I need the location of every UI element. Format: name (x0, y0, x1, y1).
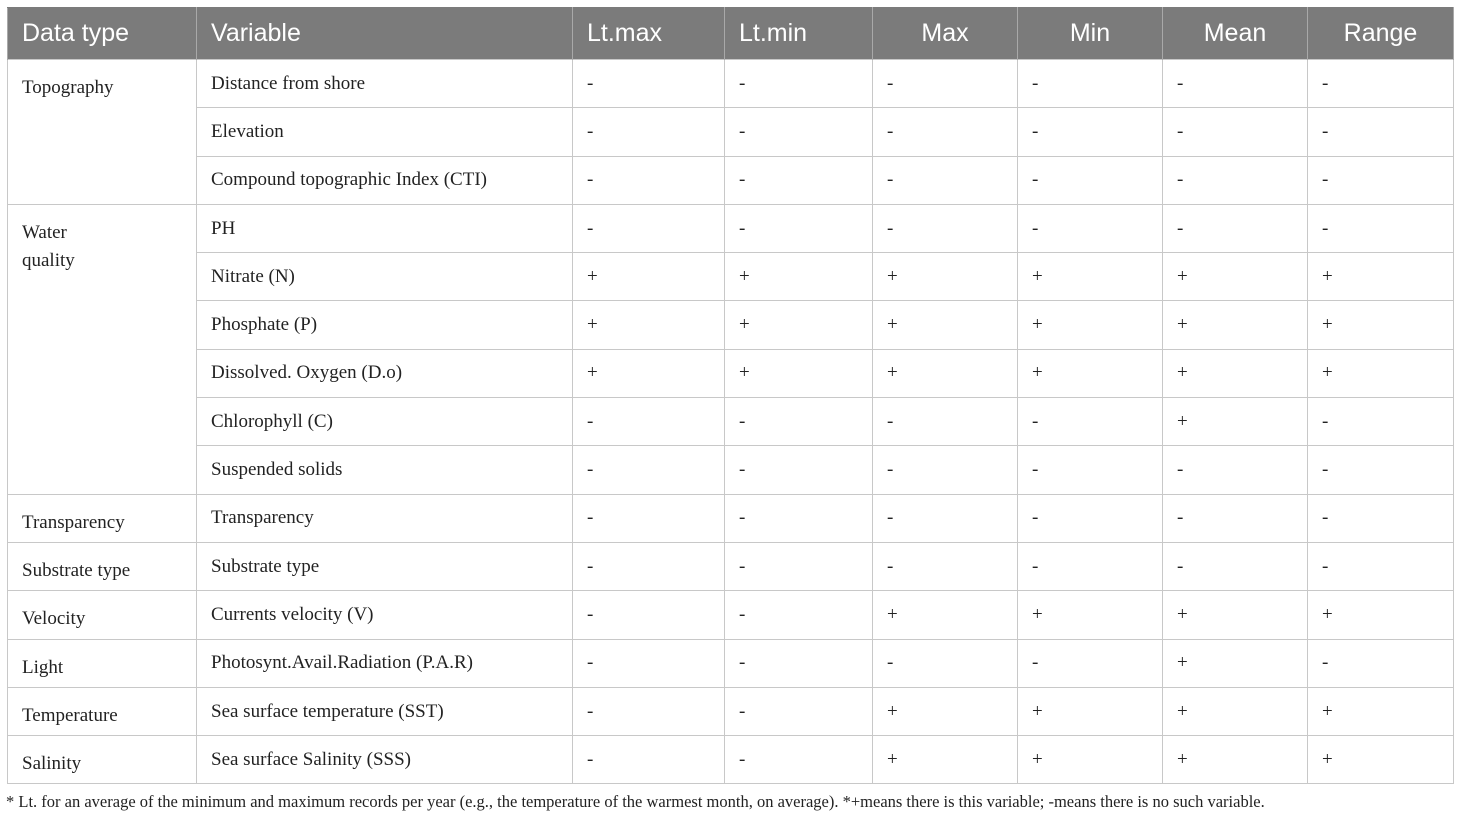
cell-mean: - (1163, 156, 1308, 204)
cell-mean: + (1163, 591, 1308, 639)
cell-range: + (1308, 736, 1454, 784)
cell-range: - (1308, 398, 1454, 446)
cell-variable: Distance from shore (197, 60, 573, 108)
cell-max: + (873, 349, 1018, 397)
cell-variable: Sea surface temperature (SST) (197, 687, 573, 735)
cell-mean: - (1163, 204, 1308, 252)
cell-variable: Compound topographic Index (CTI) (197, 156, 573, 204)
cell-min: + (1018, 687, 1163, 735)
table-row (8, 687, 1454, 735)
cell-range: - (1308, 156, 1454, 204)
cell-range: - (1308, 494, 1454, 542)
cell-max: - (873, 204, 1018, 252)
cell-mean: + (1163, 398, 1308, 446)
table-row (8, 204, 1454, 252)
header-mean: Mean (1163, 8, 1308, 60)
table-footnote: * Lt. for an average of the minimum and maximum records per year (e.g., the temperature of the warmest month, on average). *+means there is this variable; -means there is no such variable. (6, 792, 1265, 811)
header-variable: Variable (197, 8, 573, 60)
cell-range: - (1308, 542, 1454, 590)
cell-lt-max: + (573, 253, 725, 301)
cell-max: - (873, 156, 1018, 204)
cell-max: - (873, 446, 1018, 494)
cell-max: - (873, 542, 1018, 590)
cell-min: + (1018, 591, 1163, 639)
cell-mean: + (1163, 349, 1308, 397)
cell-range: - (1308, 446, 1454, 494)
cell-lt-min: - (725, 446, 873, 494)
table-row (8, 156, 1454, 204)
cell-lt-min: - (725, 736, 873, 784)
cell-variable: Dissolved. Oxygen (D.o) (197, 349, 573, 397)
cell-mean: - (1163, 494, 1308, 542)
cell-min: - (1018, 156, 1163, 204)
cell-data-type: Temperature (8, 687, 197, 735)
cell-lt-min: - (725, 687, 873, 735)
table-row (8, 494, 1454, 542)
cell-lt-min: - (725, 494, 873, 542)
cell-variable: Transparency (197, 494, 573, 542)
cell-lt-min: - (725, 591, 873, 639)
cell-mean: - (1163, 446, 1308, 494)
cell-max: - (873, 398, 1018, 446)
cell-variable: PH (197, 204, 573, 252)
cell-variable: Phosphate (P) (197, 301, 573, 349)
cell-min: - (1018, 60, 1163, 108)
header-max: Max (873, 8, 1018, 60)
cell-lt-max: - (573, 446, 725, 494)
table-row (8, 591, 1454, 639)
header-row (8, 8, 1454, 60)
cell-min: - (1018, 542, 1163, 590)
header-data-type: Data type (8, 8, 197, 60)
data-table-container (7, 7, 1453, 784)
cell-min: + (1018, 301, 1163, 349)
cell-lt-max: - (573, 736, 725, 784)
header-lt-min: Lt.min (725, 8, 873, 60)
cell-variable: Suspended solids (197, 446, 573, 494)
table-row (8, 542, 1454, 590)
table-row (8, 108, 1454, 156)
table-body (8, 60, 1454, 784)
cell-data-type: Velocity (8, 591, 197, 639)
cell-range: + (1308, 349, 1454, 397)
cell-max: - (873, 639, 1018, 687)
cell-lt-max: + (573, 301, 725, 349)
cell-lt-min: + (725, 349, 873, 397)
cell-data-type: Topography (8, 60, 197, 205)
table-row (8, 253, 1454, 301)
cell-lt-max: - (573, 591, 725, 639)
cell-max: - (873, 60, 1018, 108)
cell-max: + (873, 687, 1018, 735)
cell-variable: Currents velocity (V) (197, 591, 573, 639)
cell-range: + (1308, 301, 1454, 349)
table-row (8, 349, 1454, 397)
cell-lt-min: - (725, 639, 873, 687)
table-row (8, 736, 1454, 784)
cell-mean: - (1163, 60, 1308, 108)
cell-min: - (1018, 108, 1163, 156)
cell-lt-max: - (573, 60, 725, 108)
cell-range: - (1308, 108, 1454, 156)
cell-max: + (873, 591, 1018, 639)
cell-max: - (873, 494, 1018, 542)
cell-min: - (1018, 204, 1163, 252)
cell-range: + (1308, 687, 1454, 735)
cell-data-type: Light (8, 639, 197, 687)
cell-max: + (873, 253, 1018, 301)
cell-lt-max: - (573, 108, 725, 156)
cell-mean: + (1163, 736, 1308, 784)
table-row (8, 398, 1454, 446)
table-row (8, 301, 1454, 349)
cell-min: - (1018, 398, 1163, 446)
cell-lt-min: - (725, 60, 873, 108)
cell-lt-max: - (573, 639, 725, 687)
cell-mean: - (1163, 108, 1308, 156)
table-header (8, 8, 1454, 60)
cell-lt-max: - (573, 204, 725, 252)
cell-lt-max: - (573, 542, 725, 590)
cell-min: + (1018, 349, 1163, 397)
cell-lt-min: + (725, 253, 873, 301)
cell-data-type: Water quality (8, 204, 197, 494)
cell-mean: + (1163, 687, 1308, 735)
cell-range: - (1308, 60, 1454, 108)
cell-range: + (1308, 253, 1454, 301)
cell-variable: Nitrate (N) (197, 253, 573, 301)
cell-mean: - (1163, 542, 1308, 590)
cell-lt-min: - (725, 398, 873, 446)
cell-lt-max: + (573, 349, 725, 397)
cell-lt-max: - (573, 687, 725, 735)
header-min: Min (1018, 8, 1163, 60)
cell-variable: Sea surface Salinity (SSS) (197, 736, 573, 784)
cell-max: + (873, 736, 1018, 784)
cell-lt-min: - (725, 542, 873, 590)
header-range: Range (1308, 8, 1454, 60)
cell-variable: Chlorophyll (C) (197, 398, 573, 446)
cell-lt-min: - (725, 108, 873, 156)
cell-range: + (1308, 591, 1454, 639)
table-row (8, 639, 1454, 687)
cell-lt-min: + (725, 301, 873, 349)
table-row (8, 60, 1454, 108)
cell-lt-min: - (725, 204, 873, 252)
cell-variable: Photosynt.Avail.Radiation (P.A.R) (197, 639, 573, 687)
cell-data-type: Substrate type (8, 542, 197, 590)
cell-lt-max: - (573, 398, 725, 446)
cell-variable: Substrate type (197, 542, 573, 590)
cell-lt-min: - (725, 156, 873, 204)
header-lt-max: Lt.max (573, 8, 725, 60)
cell-mean: + (1163, 301, 1308, 349)
cell-max: - (873, 108, 1018, 156)
cell-lt-max: - (573, 494, 725, 542)
cell-range: - (1308, 204, 1454, 252)
cell-min: - (1018, 446, 1163, 494)
cell-data-type: Transparency (8, 494, 197, 542)
cell-min: + (1018, 736, 1163, 784)
cell-mean: + (1163, 253, 1308, 301)
cell-min: - (1018, 639, 1163, 687)
cell-lt-max: - (573, 156, 725, 204)
cell-range: - (1308, 639, 1454, 687)
variables-table (7, 7, 1454, 784)
cell-mean: + (1163, 639, 1308, 687)
cell-min: - (1018, 494, 1163, 542)
cell-variable: Elevation (197, 108, 573, 156)
cell-max: + (873, 301, 1018, 349)
cell-data-type: Salinity (8, 736, 197, 784)
cell-min: + (1018, 253, 1163, 301)
table-row (8, 446, 1454, 494)
